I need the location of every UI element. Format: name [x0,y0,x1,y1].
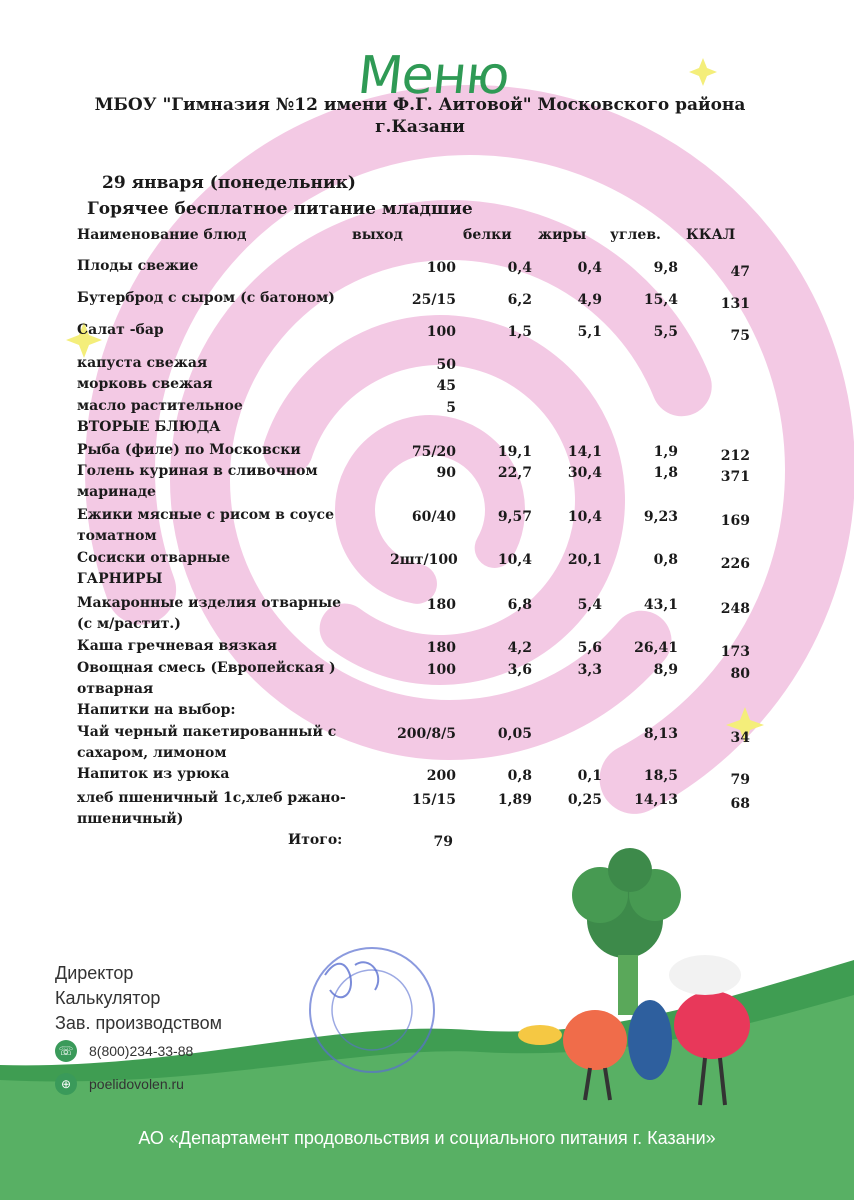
dish-name-line: капуста свежая [77,355,208,371]
dish-name-line: томатном [77,528,157,544]
cell-kcal: 169 [720,513,750,529]
school-name [60,94,780,138]
cell-kcal: 79 [730,772,750,788]
dish-name-line: Голень куриная в сливочном [77,463,318,479]
cell-carb: 8,9 [653,662,678,678]
cell-fat: 30,4 [567,465,602,481]
header-out: выход [352,227,403,243]
company-name: АО «Департамент продовольствия и социального питания г. Казани» [138,1128,716,1148]
header-kcal: ККАЛ [686,227,736,243]
dish-name [77,353,347,374]
globe-icon: ⊕ [55,1073,77,1095]
dish-name [77,658,347,700]
header-carb: углев. [610,227,661,243]
school-line-2: г.Казани [375,117,465,137]
menu-title: Меню [354,46,512,106]
dish-name-line: Напитки на выбор: [77,702,236,718]
cell-out: 100 [426,662,456,678]
total-value: 79 [433,834,453,850]
cell-prot: 1,5 [507,324,532,340]
cell-kcal: 371 [720,469,750,485]
cell-out: 50 [436,357,456,373]
cell-kcal: 173 [720,644,750,660]
dish-name [77,593,347,635]
dish-name [77,396,347,417]
total-label: Итого: [288,832,343,848]
dish-name-line: Рыба (филе) по Московски [77,442,301,458]
signature-director: Директор [55,963,134,983]
dish-name-line: Бутерброд с сыром (с батоном) [77,290,335,306]
cell-fat: 0,1 [577,768,602,784]
cell-prot: 0,8 [507,768,532,784]
dish-name [77,700,347,721]
dish-name-line: Салат -бар [77,322,164,338]
cell-prot: 6,8 [507,597,532,613]
cell-carb: 5,5 [653,324,678,340]
menu-subtitle: Горячее бесплатное питание младшие [87,199,473,219]
cell-carb: 9,23 [643,509,678,525]
cell-kcal: 34 [730,730,750,746]
cell-kcal: 68 [730,796,750,812]
dish-name [77,440,347,461]
contact-phone[interactable] [55,1040,193,1062]
cell-out: 200 [426,768,456,784]
dish-name-line: Ежики мясные с рисом в соусе [77,507,334,523]
dish-name-line: ГАРНИРЫ [77,571,163,587]
dish-name-line: Овощная смесь (Европейская ) [77,660,336,676]
dish-name-line: ВТОРЫЕ БЛЮДА [77,419,221,435]
cell-prot: 0,4 [507,260,532,276]
phone-icon: ☏ [55,1040,77,1062]
cell-out: 75/20 [411,444,456,460]
header-fat: жиры [538,227,587,243]
cell-carb: 14,13 [634,792,678,808]
dish-name [77,788,347,830]
dish-name-line: пшеничный) [77,811,184,827]
cell-carb: 26,41 [634,640,678,656]
cell-fat: 5,6 [577,640,602,656]
dish-name-line: морковь свежая [77,376,213,392]
dish-name [77,764,347,785]
cell-prot: 19,1 [497,444,532,460]
dish-name-line: (с м/растит.) [77,616,181,632]
cell-prot: 22,7 [497,465,532,481]
dish-name-line: хлеб пшеничный 1с,хлеб ржано- [77,790,346,806]
cell-kcal: 131 [720,296,750,312]
cell-fat: 0,25 [567,792,602,808]
cell-prot: 1,89 [497,792,532,808]
dish-name [77,417,347,438]
dish-name [77,722,347,764]
cell-out: 5 [446,400,456,416]
cell-carb: 18,5 [643,768,678,784]
dish-name [77,288,347,309]
dish-name-line: сахаром, лимоном [77,745,227,761]
cell-fat: 10,4 [567,509,602,525]
dish-name-line: отварная [77,681,154,697]
cell-out: 100 [426,260,456,276]
header-prot: белки [463,227,512,243]
cell-out: 2шт/100 [390,552,458,568]
cell-prot: 0,05 [497,726,532,742]
dish-name-line: маринаде [77,484,156,500]
dish-name-line: Чай черный пакетированный с [77,724,337,740]
dish-name [77,505,347,547]
signature-production: Зав. производством [55,1013,222,1033]
dish-name-line: масло растительное [77,398,243,414]
cell-carb: 1,8 [653,465,678,481]
cell-carb: 43,1 [643,597,678,613]
cell-fat: 20,1 [567,552,602,568]
cell-kcal: 226 [720,556,750,572]
dish-name [77,320,347,341]
cell-prot: 4,2 [507,640,532,656]
cell-carb: 8,13 [643,726,678,742]
cell-carb: 15,4 [643,292,678,308]
cell-kcal: 80 [730,666,750,682]
cell-out: 180 [426,597,456,613]
cell-carb: 9,8 [653,260,678,276]
cell-kcal: 248 [720,601,750,617]
cell-kcal: 212 [720,448,750,464]
dish-name [77,569,347,590]
signature-calculator: Калькулятор [55,988,161,1008]
cell-fat: 0,4 [577,260,602,276]
cell-out: 200/8/5 [397,726,456,742]
dish-name-line: Каша гречневая вязкая [77,638,278,654]
dish-name [77,461,347,503]
menu-date: 29 января (понедельник) [102,173,356,193]
dish-name-line: Макаронные изделия отварные [77,595,342,611]
cell-prot: 10,4 [497,552,532,568]
dish-name [77,374,347,395]
cell-out: 25/15 [411,292,456,308]
header-name: Наименование блюд [77,227,247,243]
contact-site[interactable] [55,1073,184,1095]
phone-number: 8(800)234-33-88 [89,1043,194,1059]
cell-kcal: 75 [730,328,750,344]
cell-prot: 9,57 [497,509,532,525]
sparkle-icon [689,58,717,86]
cell-carb: 1,9 [653,444,678,460]
dish-name [77,636,347,657]
dish-name [77,548,347,569]
dish-name-line: Напиток из урюка [77,766,230,782]
cell-out: 45 [436,378,456,394]
cell-out: 90 [436,465,456,481]
cell-out: 100 [426,324,456,340]
cell-out: 180 [426,640,456,656]
cell-prot: 3,6 [507,662,532,678]
dish-name [77,256,347,277]
cell-carb: 0,8 [653,552,678,568]
cell-fat: 3,3 [577,662,602,678]
cell-fat: 5,4 [577,597,602,613]
cell-fat: 4,9 [577,292,602,308]
cell-fat: 14,1 [567,444,602,460]
school-line-1: МБОУ "Гимназия №12 имени Ф.Г. Аитовой" Московского района [94,95,746,115]
site-url: poelidovolen.ru [89,1076,184,1092]
cell-out: 60/40 [411,509,456,525]
cell-prot: 6,2 [507,292,532,308]
dish-name-line: Плоды свежие [77,258,199,274]
dish-name-line: Сосиски отварные [77,550,231,566]
cell-out: 15/15 [411,792,456,808]
cell-fat: 5,1 [577,324,602,340]
cell-kcal: 47 [730,264,750,280]
